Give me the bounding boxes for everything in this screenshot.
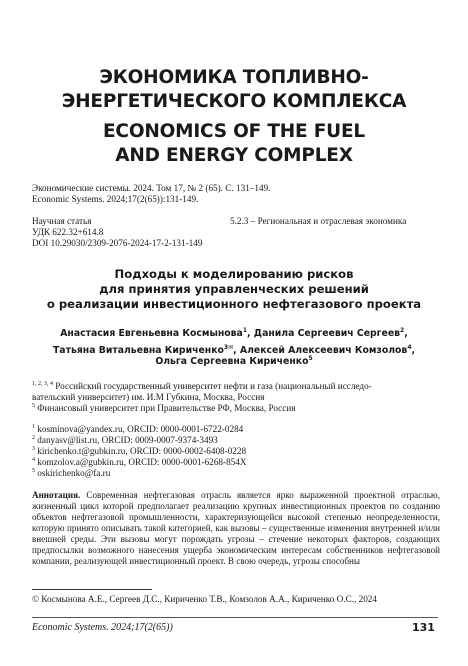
separator: , — [247, 328, 254, 339]
email-sup: 2 — [32, 434, 35, 441]
email-line[interactable] — [32, 435, 218, 446]
abstract — [32, 490, 440, 567]
article-title-line1: Подходы к моделированию рисков — [114, 267, 354, 281]
authors-line3 — [0, 355, 468, 370]
article-type: Научная статья — [32, 216, 92, 226]
envelope-icon: ✉ — [228, 344, 234, 351]
section-title-ru-line2: ЭНЕРГЕТИЧЕСКОГО КОМПЛЕКСА — [61, 91, 407, 112]
citation-ru: Экономические системы. 2024. Том 17, № 2 (65). С. 131–149. — [32, 183, 271, 193]
section-title-ru-line1: ЭКОНОМИКА ТОПЛИВНО- — [99, 67, 369, 88]
email-line[interactable] — [32, 424, 243, 435]
footer-journal: Economic Systems. 2024;17(2(65)) — [32, 622, 173, 633]
copyright-divider — [32, 589, 152, 590]
separator: , — [404, 328, 408, 339]
affiliation-text: Финансовый университет при Правительстве РФ, Москва, Россия — [35, 403, 296, 413]
article-title-line2: для принятия управленческих решений — [99, 282, 369, 296]
copyright: © Космынова А.Е., Сергеев Д.С., Кириченко Т.В., Комзолов А.А., Кириченко О.С., 2024 — [32, 594, 377, 604]
doi[interactable]: DOI 10.29030/2309-2076-2024-17-2-131-149 — [32, 238, 203, 248]
author-sup: 5 — [308, 354, 313, 362]
page-number: 131 — [412, 621, 435, 634]
affiliation-1-cont: вательский университет) им. И.М Губкина, Москва, Россия — [32, 392, 265, 402]
separator: , — [233, 345, 240, 357]
email-sup: 1 — [32, 423, 35, 430]
udc-code: УДК 622.32+614.8 — [32, 227, 104, 237]
affiliation-1 — [32, 381, 442, 392]
email-line[interactable] — [32, 457, 247, 468]
email-text: danyasv@list.ru, ORCID: 0009-0007-9374-3493 — [35, 435, 218, 445]
email-line[interactable] — [32, 446, 246, 457]
email-sup: 5 — [32, 467, 35, 474]
author-name: Анастасия Евгеньевна Космынова — [60, 328, 243, 339]
email-text: komzolov.a@gubkin.ru, ORCID: 0000-0001-6268-854X — [35, 457, 247, 467]
section-title-en-line2: AND ENERGY COMPLEX — [115, 145, 353, 166]
email-sup: 4 — [32, 456, 35, 463]
email-text: oskirichenko@fa.ru — [35, 468, 111, 478]
abstract-label: Аннотация. — [32, 490, 81, 500]
author-sup: 4 — [407, 344, 412, 351]
abstract-text: Современная нефтегазовая отрасль является ярко выраженной проектной отраслью, жизненный цикл которой предполагает реализацию крупных инвестиционных проектов по созданию объектов нефтегазовой промышленности, характеризующейся высокой степенью неопределенности, которую принято описывать такой категорией, как вызовы – существенные изменения внутренней и/или внешней среды. Эти вызовы могут порождать угрозы – стечение некоторых факторов, создающих предпосылки возможного нанесения ущерба экономическим интересам собственников нефтегазовой компании, реализующей инвестиционный проект. В свою очередь, угрозы способны — [32, 490, 440, 566]
section-title-en-line1: ECONOMICS OF THE FUEL — [103, 121, 365, 142]
affiliation-text: Российский государственный университет нефти и газа (национальный исследо- — [53, 381, 372, 391]
citation-en: Economic Systems. 2024;17(2(65)):131-149. — [32, 194, 199, 204]
author-name: Данила Сергеевич Сергеев — [253, 328, 401, 339]
author-name: Ольга Сергеевна Кириченко — [155, 356, 309, 367]
author-sup: 2 — [400, 326, 405, 334]
email-line[interactable] — [32, 468, 110, 479]
author-sup: 1 — [242, 326, 248, 334]
email-text: kosminova@yandex.ru, ORCID: 0000-0001-6722-0284 — [35, 424, 244, 434]
authors-line1 — [0, 327, 468, 342]
email-text: kirichenko.t@gubkin.ru, ORCID: 0000-0002-6408-0228 — [35, 446, 247, 456]
separator: , — [411, 345, 416, 357]
author-name: Алексей Алексеевич Комзолов — [239, 345, 408, 357]
affiliation-2 — [32, 403, 442, 414]
specialty-code: 5.2.3 – Региональная и отраслевая экономика — [230, 216, 407, 226]
affiliation-sup: 1, 2, 3, 4 — [32, 380, 53, 387]
article-title-line3: о реализации инвестиционного нефтегазового проекта — [46, 297, 422, 311]
email-sup: 3 — [32, 445, 35, 452]
author-name: Татьяна Витальевна Кириченко — [52, 345, 224, 357]
author-sup: 3 — [223, 344, 229, 351]
footer-rule — [32, 617, 438, 618]
affiliation-sup: 5 — [32, 402, 35, 409]
